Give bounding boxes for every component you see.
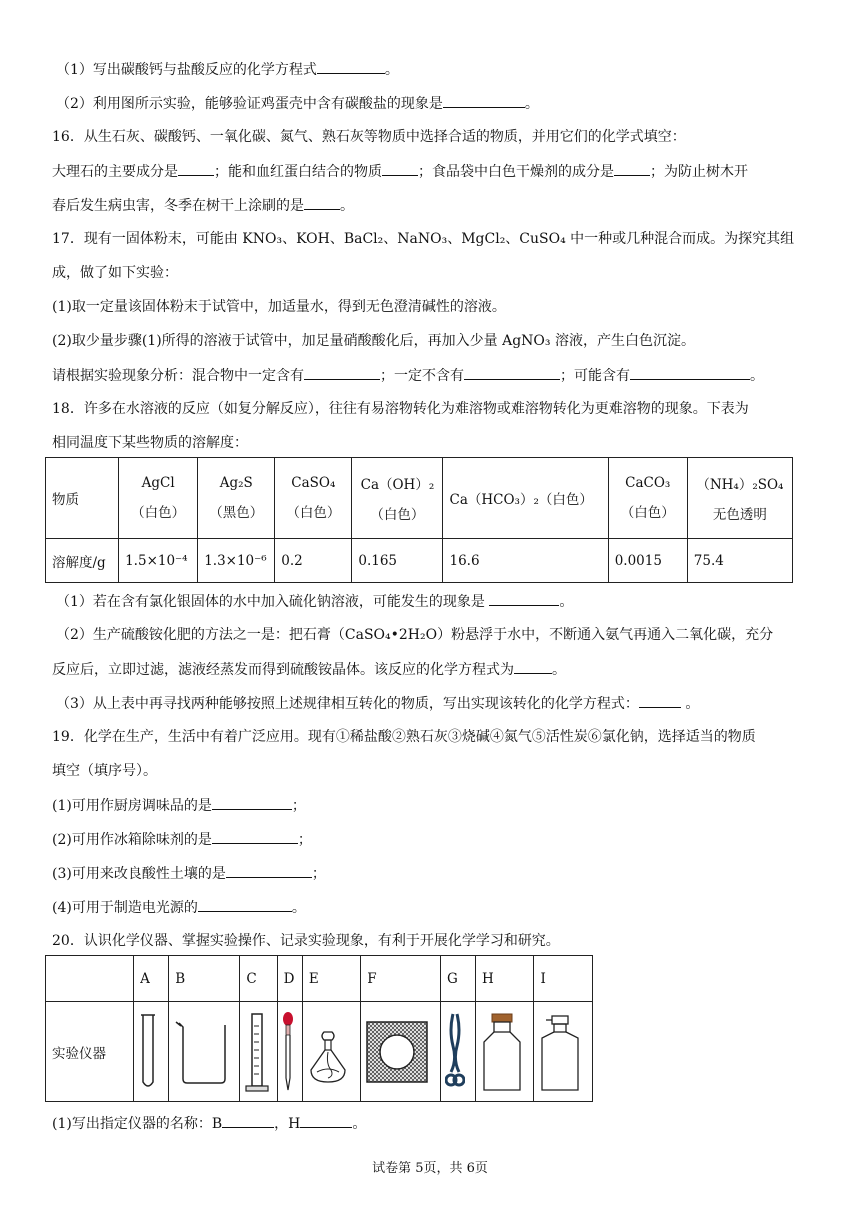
answer-blank[interactable] <box>489 591 559 606</box>
answer-blank[interactable] <box>317 59 385 74</box>
q19-item: (1)可用作厨房调味品的是 ； <box>52 795 306 816</box>
table-cell: AgCl （白色） <box>119 458 198 539</box>
table-cell: 16.6 <box>443 539 608 583</box>
answer-blank[interactable] <box>464 365 560 380</box>
beaker-icon <box>173 1017 231 1087</box>
q18-part2-cont: 反应后，立即过滤，滤液经蒸发而得到硫酸铵晶体。该反应的化学方程式为 。 <box>52 659 566 680</box>
table-cell: Ag₂S （黑色） <box>198 458 275 539</box>
q18-part3: （3）从上表中再寻找两种能够按照上述规律相互转化的物质，写出实现该转化的化学方程式： 。 <box>56 693 699 714</box>
table-cell: 0.0015 <box>608 539 687 583</box>
table-cell: （NH₄）₂SO₄ 无色透明 <box>687 458 792 539</box>
answer-blank[interactable] <box>198 897 292 912</box>
answer-blank[interactable] <box>443 93 525 108</box>
apparatus-table <box>45 955 593 1102</box>
column-header: A <box>134 956 169 1002</box>
q18-stem: 18．许多在水溶液的反应（如复分解反应），往往有易溶物转化为难溶物或难溶物转化为更难溶物的现象。下表为 <box>52 401 749 417</box>
q17-stem-cont: 成，做了如下实验： <box>52 265 178 281</box>
q17-stem: 17．现有一固体粉末，可能由 KNO₃、KOH、BaCl₂、NaNO₃、MgCl₂、CuSO₄ 中一种或几种混合而成。为探究其组 <box>52 231 795 247</box>
page-footer: 试卷第 5页，共 6页 <box>372 1161 488 1176</box>
answer-blank[interactable] <box>304 365 380 380</box>
q19-stem-cont: 填空（填序号）。 <box>52 763 157 779</box>
column-header: D <box>277 956 302 1002</box>
answer-blank[interactable] <box>222 1113 274 1128</box>
column-header: B <box>169 956 240 1002</box>
q19-stem: 19．化学在生产，生活中有着广泛应用。现有①稀盐酸②熟石灰③烧碱④氮气⑤活性炭⑥氯化钠，选择适当的物质 <box>52 729 756 745</box>
dropper-icon <box>281 1010 295 1094</box>
q19-item: (3)可用来改良酸性土壤的是 ； <box>52 863 326 884</box>
table-cell: 75.4 <box>687 539 792 583</box>
answer-blank[interactable] <box>382 161 418 176</box>
q16-line3: 春后发生病虫害，冬季在树干上涂刷的是 。 <box>52 195 354 216</box>
table-cell: 1.5×10⁻⁴ <box>119 539 198 583</box>
table-row <box>46 539 793 583</box>
answer-blank[interactable] <box>630 365 750 380</box>
alcohol-lamp-icon <box>307 1012 349 1092</box>
q15-part2: （2）利用图所示实验，能够验证鸡蛋壳中含有碳酸盐的现象是 。 <box>56 93 539 114</box>
table-cell <box>46 956 134 1002</box>
table-row <box>46 1002 593 1102</box>
table-cell <box>440 1002 475 1102</box>
column-header: I <box>534 956 593 1002</box>
table-row <box>46 956 593 1002</box>
table-cell: Ca（HCO₃）₂（白色） <box>443 458 608 539</box>
asbestos-gauze-icon <box>365 1020 429 1084</box>
table-cell <box>134 1002 169 1102</box>
table-cell: 1.3×10⁻⁶ <box>198 539 275 583</box>
table-cell <box>534 1002 593 1102</box>
reagent-bottle-icon <box>480 1010 524 1094</box>
table-cell: 0.165 <box>352 539 443 583</box>
answer-blank[interactable] <box>614 161 650 176</box>
q15-part1: （1）写出碳酸钙与盐酸反应的化学方程式 。 <box>56 59 399 80</box>
answer-blank[interactable] <box>226 863 312 878</box>
answer-blank[interactable] <box>304 195 340 210</box>
column-header: H <box>476 956 534 1002</box>
column-header: C <box>240 956 277 1002</box>
answer-blank[interactable] <box>212 795 292 810</box>
table-cell <box>169 1002 240 1102</box>
solubility-table <box>45 457 793 583</box>
table-cell: CaSO₄ （白色） <box>275 458 352 539</box>
q19-item: (2)可用作冰箱除味剂的是 ； <box>52 829 312 850</box>
q20-part1: (1)写出指定仪器的名称：B ，H 。 <box>52 1113 366 1134</box>
table-cell <box>361 1002 441 1102</box>
table-cell <box>476 1002 534 1102</box>
row-label: 实验仪器 <box>46 1002 134 1102</box>
q17-step1: (1)取一定量该固体粉末于试管中，加适量水，得到无色澄清碱性的溶液。 <box>52 299 506 315</box>
test-tube-icon <box>138 1012 158 1092</box>
column-header: G <box>440 956 475 1002</box>
table-cell <box>302 1002 360 1102</box>
crucible-tongs-icon <box>445 1010 465 1094</box>
q20-stem: 20．认识化学仪器、掌握实验操作、记录实验现象，有利于开展化学学习和研究。 <box>52 933 560 949</box>
q17-question: 请根据实验现象分析：混合物中一定含有 ；一定不含有 ；可能含有 。 <box>52 365 764 386</box>
answer-blank[interactable] <box>639 693 681 708</box>
q19-item: (4)可用于制造电光源的 。 <box>52 897 306 918</box>
q18-part2: （2）生产硫酸铵化肥的方法之一是：把石膏（CaSO₄•2H₂O）粉悬浮于水中，不断通入氨气再通入二氧化碳，充分 <box>56 627 774 643</box>
table-cell: Ca（OH）₂ （白色） <box>352 458 443 539</box>
q17-step2: (2)取少量步骤(1)所得的溶液于试管中，加足量硝酸酸化后，再加入少量 AgNO₃ 溶液，产生白色沉淀。 <box>52 333 695 349</box>
q18-stem-cont: 相同温度下某些物质的溶解度： <box>52 435 248 451</box>
answer-blank[interactable] <box>514 659 552 674</box>
column-header: E <box>302 956 360 1002</box>
answer-blank[interactable] <box>300 1113 352 1128</box>
q18-part1: （1）若在含有氯化银固体的水中加入硫化钠溶液，可能发生的现象是 。 <box>56 591 573 612</box>
answer-blank[interactable] <box>178 161 214 176</box>
column-header: F <box>361 956 441 1002</box>
graduated-cylinder-icon <box>244 1010 270 1094</box>
table-cell: CaCO₃ （白色） <box>608 458 687 539</box>
answer-blank[interactable] <box>212 829 298 844</box>
table-cell <box>240 1002 277 1102</box>
dropper-bottle-icon <box>538 1010 582 1094</box>
q16-line2: 大理石的主要成分是 ；能和血红蛋白结合的物质 ；食品袋中白色干燥剂的成分是 ；为防止树木开 <box>52 161 748 182</box>
table-row <box>46 458 793 539</box>
row-label: 物质 <box>46 458 119 539</box>
table-cell: 0.2 <box>275 539 352 583</box>
q16-stem: 16．从生石灰、碳酸钙、一氧化碳、氮气、熟石灰等物质中选择合适的物质，并用它们的化学式填空： <box>52 129 686 145</box>
table-cell <box>277 1002 302 1102</box>
row-label: 溶解度/g <box>46 539 119 583</box>
